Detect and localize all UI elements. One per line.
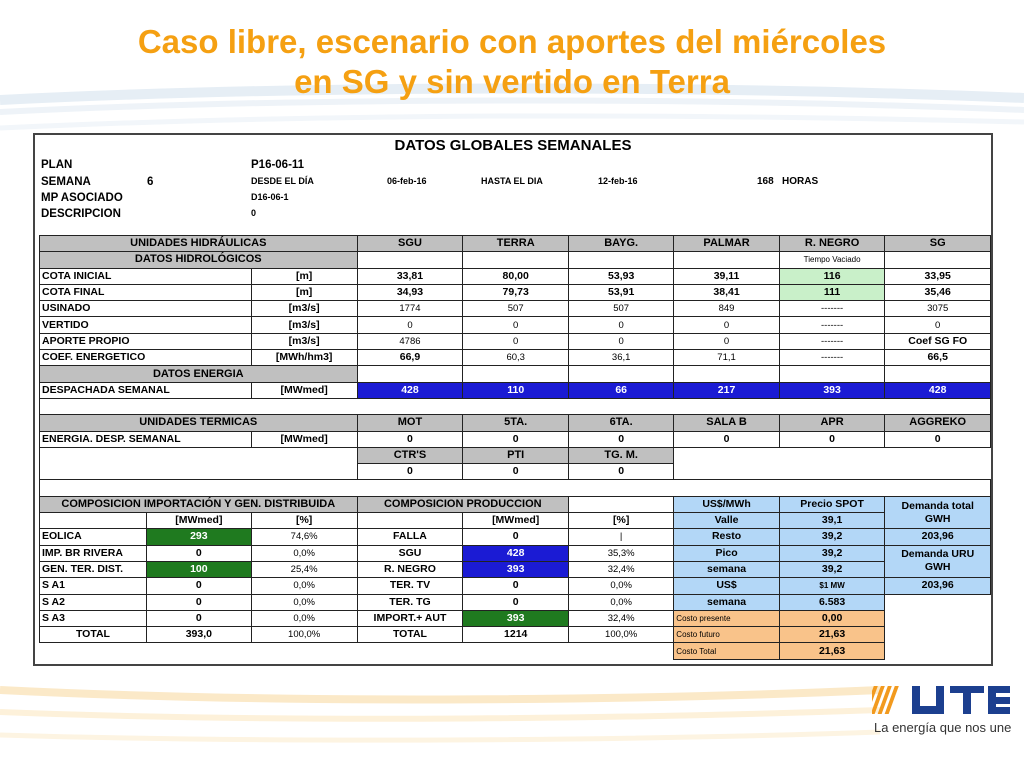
ute-logo — [872, 680, 1012, 760]
hydro-col-sg: SG — [885, 236, 991, 252]
demanda-total-value: 203,96 — [885, 529, 991, 545]
desc-label: DESCRIPCION — [41, 208, 121, 220]
mp-label: MP ASOCIADO — [41, 192, 123, 204]
horas-value: 168 — [757, 176, 774, 187]
thermal-header-label: UNIDADES TERMICAS — [40, 415, 358, 431]
plan-value: P16-06-11 — [251, 159, 305, 171]
horas-label: HORAS — [782, 176, 819, 187]
table-row: GEN. TER. DIST. 100 25,4% R. NEGRO 393 32,4% semana 39,2 — [40, 561, 991, 577]
table-row: DESPACHADA SEMANAL [MWmed] 428 110 66 217 393 428 — [40, 382, 991, 398]
hydro-col-terra: TERRA — [463, 236, 569, 252]
table-row: COTA FINAL [m] 34,93 79,73 53,91 38,41 111 35,46 — [40, 284, 991, 300]
spreadsheet-panel — [33, 133, 993, 666]
energy-subheader-row — [40, 366, 991, 382]
desde-value: 06-feb-16 — [387, 176, 427, 186]
totals-row: TOTAL 393,0 100,0% TOTAL 1214 100,0% Costo futuro 21,63 — [40, 627, 991, 643]
slogan: La energía que nos une — [874, 720, 1012, 735]
thermal-header-row: UNIDADES TERMICAS MOT 5TA. 6TA. SALA B APR AGGREKO — [40, 415, 991, 431]
hydro-col-rnegro: R. NEGRO — [779, 236, 885, 252]
slide-title — [0, 22, 1024, 102]
table-row: COEF. ENERGETICO [MWh/hm3] 66,9 60,3 36,1 71,1 ------- 66,5 — [40, 350, 991, 366]
table-row: IMP. BR RIVERA 0 0,0% SGU 428 35,3% Pico 39,2 Demanda URU GWH — [40, 545, 991, 561]
table-row: COTA INICIAL [m] 33,81 80,00 53,93 39,11 116 33,95 — [40, 268, 991, 284]
slide-title-line2: en SG y sin vertido en Terra — [294, 63, 730, 100]
spacer-row — [40, 480, 991, 496]
composition-units-row: [MWmed] [%] [MWmed] [%] Valle 39,1 — [40, 513, 991, 529]
hydro-header-row — [40, 236, 991, 252]
costo-total-row: Costo Total 21,63 — [40, 643, 991, 659]
table-row: 0 0 0 — [40, 464, 991, 480]
tiempo-vaciado: Tiempo Vaciado — [779, 252, 885, 268]
semana-value: 6 — [147, 176, 154, 188]
usd-mwh-header: US$/MWh — [674, 496, 780, 512]
hydro-col-palmar: PALMAR — [674, 236, 780, 252]
table-row: S A2 0 0,0% TER. TG 0 0,0% semana 6.583 — [40, 594, 991, 610]
import-header: COMPOSICION IMPORTACIÓN Y GEN. DISTRIBUIDA — [40, 496, 358, 512]
prod-header: COMPOSICION PRODUCCION — [357, 496, 568, 512]
table-row: APORTE PROPIO [m3/s] 4786 0 0 0 ------- Coef SG FO — [40, 333, 991, 349]
plan-label: PLAN — [41, 159, 73, 171]
demanda-total-header: Demanda total GWH — [885, 496, 991, 529]
table-row: VERTIDO [m3/s] 0 0 0 0 ------- 0 — [40, 317, 991, 333]
datos-energia-label: DATOS ENERGIA — [40, 366, 358, 382]
desc-value: 0 — [251, 208, 257, 218]
data-grid — [39, 235, 991, 660]
table-row: USINADO [m3/s] 1774 507 507 849 ------- 3075 — [40, 301, 991, 317]
demanda-uru-value: 203,96 — [885, 578, 991, 594]
precio-spot-header: Precio SPOT — [779, 496, 885, 512]
desde-label: DESDE EL DÍA — [251, 176, 314, 186]
hydro-col-sgu: SGU — [357, 236, 463, 252]
demanda-uru-header: Demanda URU GWH — [885, 545, 991, 578]
table-row: EOLICA 293 74,6% FALLA 0 | Resto 39,2 203,96 — [40, 529, 991, 545]
table-row: ENERGIA. DESP. SEMANAL [MWmed] 0 0 0 0 0 0 — [40, 431, 991, 447]
mp-value: D16-06-1 — [251, 192, 289, 202]
hydro-sub-label: DATOS HIDROLÓGICOS — [40, 252, 358, 268]
hydro-subheader-row — [40, 252, 991, 268]
slide-title-line1: Caso libre, escenario con aportes del miércoles — [137, 23, 887, 60]
table-row: S A3 0 0,0% IMPORT.+ AUT 393 32,4% Costo presente 0,00 — [40, 610, 991, 626]
hasta-label: HASTA EL DIA — [481, 176, 543, 186]
composition-header-row — [40, 496, 991, 512]
table-row: S A1 0 0,0% TER. TV 0 0,0% US$ $1 MW 203,96 — [40, 578, 991, 594]
thermal-header2-row: CTR'S PTI TG. M. — [40, 447, 991, 463]
hasta-value: 12-feb-16 — [598, 176, 638, 186]
hydro-col-bayg: BAYG. — [569, 236, 674, 252]
semana-label: SEMANA — [41, 176, 91, 188]
sheet-title: DATOS GLOBALES SEMANALES — [394, 137, 632, 154]
spacer-row — [40, 398, 991, 414]
hydro-header-label: UNIDADES HIDRÁULICAS — [40, 236, 358, 252]
